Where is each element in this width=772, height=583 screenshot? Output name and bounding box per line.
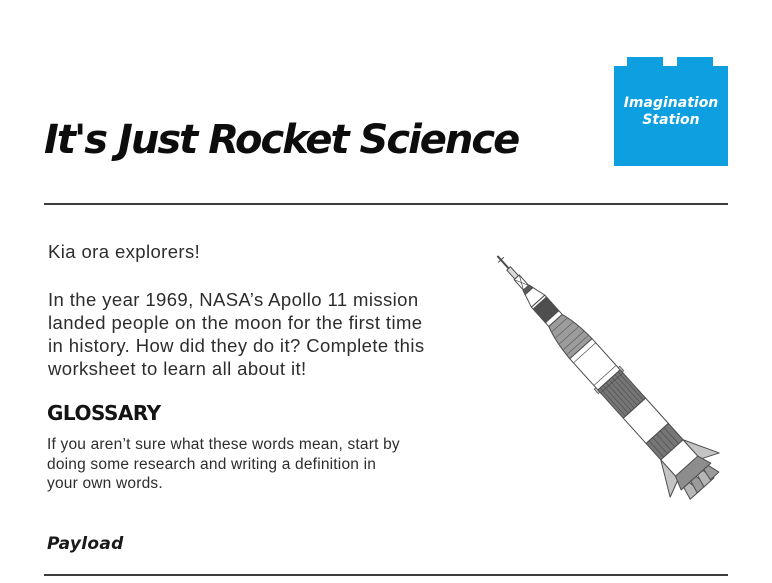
glossary-description-line: your own words. bbox=[47, 475, 163, 492]
intro-paragraph-line: In the year 1969, NASA’s Apollo 11 mission bbox=[48, 289, 419, 310]
glossary-description bbox=[47, 435, 400, 494]
bottom-divider bbox=[44, 574, 728, 576]
intro-paragraph-line: in history. How did they do it? Complete this bbox=[48, 335, 425, 356]
rocket-line-drawing-icon bbox=[455, 218, 747, 525]
logo-text-line1: Imagination bbox=[623, 95, 719, 111]
intro-paragraph-line: landed people on the moon for the first time bbox=[48, 312, 423, 333]
brick-body bbox=[614, 66, 728, 166]
page-title: It's Just Rocket Science bbox=[44, 116, 519, 163]
glossary-description-line: If you aren’t sure what these words mean, start by bbox=[47, 436, 400, 453]
logo-text bbox=[624, 95, 719, 137]
intro-paragraph-line: worksheet to learn all about it! bbox=[48, 358, 307, 379]
intro-paragraph bbox=[48, 288, 425, 380]
glossary-description-line: doing some research and writing a definition in bbox=[47, 455, 377, 473]
glossary-term-payload: Payload bbox=[47, 534, 124, 554]
glossary-heading: GLOSSARY bbox=[47, 401, 161, 425]
imagination-station-logo bbox=[614, 57, 728, 166]
greeting-text: Kia ora explorers! bbox=[48, 241, 201, 262]
logo-text-line2: Station bbox=[642, 112, 700, 128]
top-divider bbox=[44, 203, 728, 205]
saturn-v-rocket-illustration bbox=[455, 218, 747, 525]
